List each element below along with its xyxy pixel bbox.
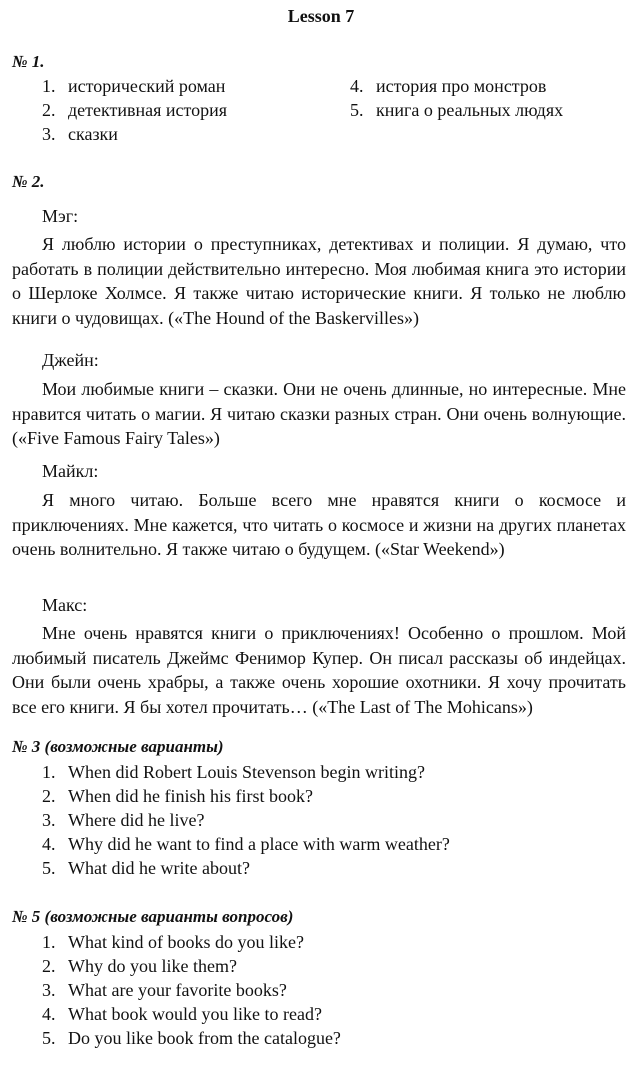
list-item: 3. сказки	[42, 124, 118, 144]
paragraph: Мои любимые книги – сказки. Они не очень длинные, но интересные. Мне нравится читать о магии. Я читаю сказки разных стран. Они очень волнующие. («Five Famous Fairy Tales»)	[12, 379, 626, 448]
list-item: 3. What are your favorite books?	[42, 980, 287, 1000]
page-title: Lesson 7	[287, 6, 355, 26]
list-item: 1. исторический роман	[42, 76, 226, 96]
list-item: 1. What kind of books do you like?	[42, 932, 304, 952]
list-item: 2. Why do you like them?	[42, 956, 237, 976]
section-3-heading: № 3 (возможные варианты)	[12, 737, 224, 756]
paragraph: Я много читаю. Больше всего мне нравятся книги о космосе и приключениях. Мне кажется, что читать о космосе и жизни на других планетах очень волнительно. Я также читаю о будущем. («Star Weekend»)	[12, 490, 626, 559]
speaker-label: Джейн:	[42, 350, 99, 370]
list-item: 2. детективная история	[42, 100, 228, 120]
list-item: 4. What book would you like to read?	[42, 1004, 322, 1024]
section-1-heading: № 1.	[12, 52, 45, 71]
list-item: 3. Where did he live?	[42, 810, 205, 830]
paragraph: Мне очень нравятся книги о приключениях! Особенно о прошлом. Мой любимый писатель Джеймс Фенимор Купер. Он писал рассказы об индейцах. Они были очень храбры, а также очень хорошие охотники. Я хочу прочитать все его книги. Я бы хотел прочитать… («The Last of The Mohicans»)	[12, 623, 626, 717]
list-item: 5. книга о реальных людях	[350, 100, 564, 120]
list-item: 5. Do you like book from the catalogue?	[42, 1028, 341, 1048]
list-item: 2. When did he finish his first book?	[42, 786, 313, 806]
list-item: 4. история про монстров	[350, 76, 547, 96]
speaker-label: Макс:	[42, 595, 88, 615]
list-item: 1. When did Robert Louis Stevenson begin writing?	[42, 762, 425, 782]
paragraph: Я люблю истории о преступниках, детективах и полиции. Я думаю, что работать в полиции действительно интересно. Моя любимая книга это истории о Шерлоке Холмсе. Я также читаю исторические книги. Я только не люблю книги о чудовищах. («The Hound of the Baskervilles»)	[12, 234, 626, 328]
list-item: 5. What did he write about?	[42, 858, 250, 878]
section-5-heading: № 5 (возможные варианты вопросов)	[12, 907, 294, 926]
section-2-heading: № 2.	[12, 172, 45, 191]
speaker-label: Мэг:	[42, 206, 79, 226]
speaker-label: Майкл:	[42, 461, 99, 481]
list-item: 4. Why did he want to find a place with warm weather?	[42, 834, 450, 854]
